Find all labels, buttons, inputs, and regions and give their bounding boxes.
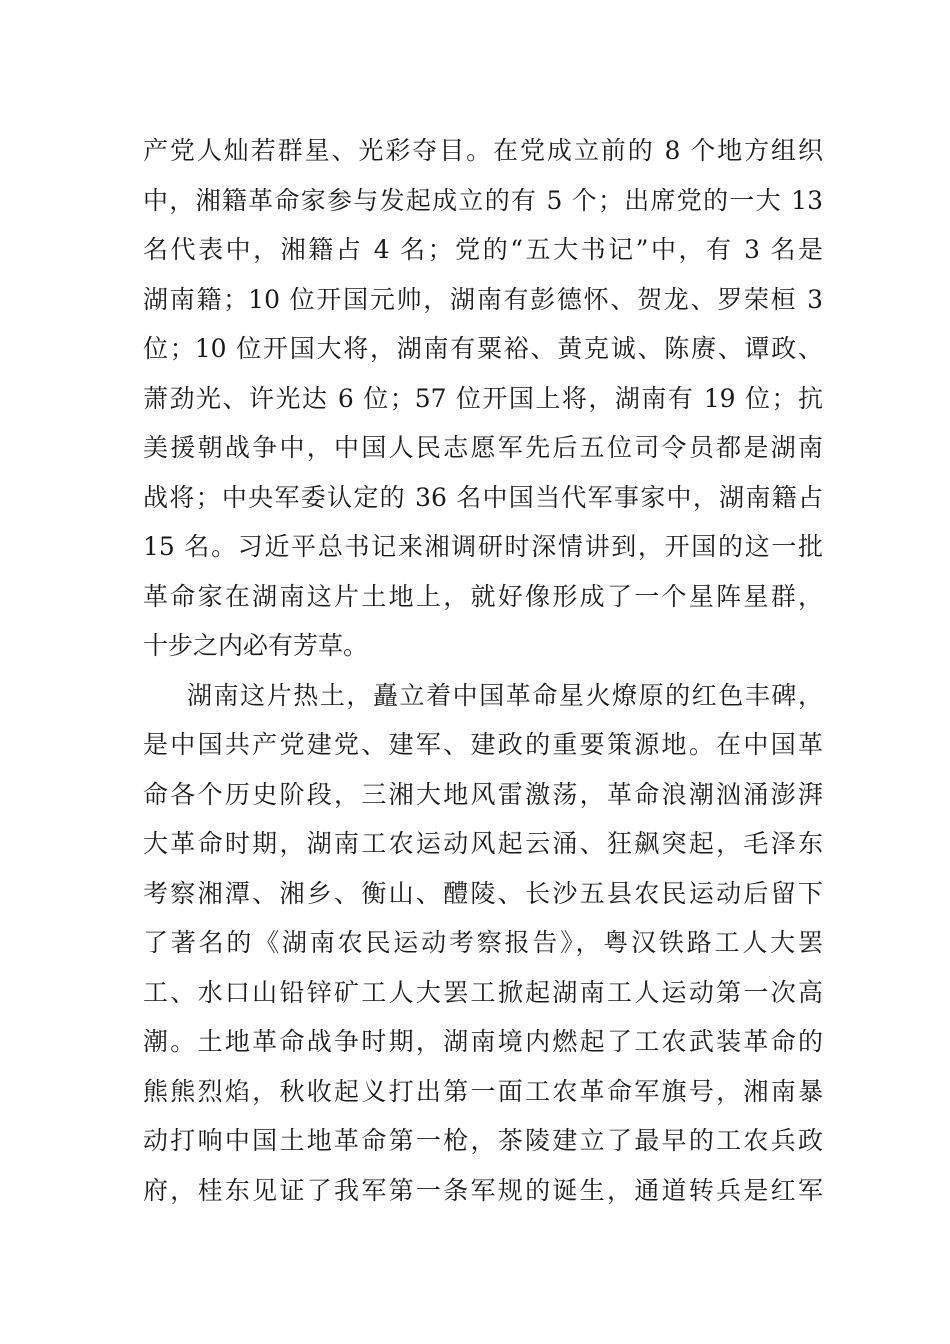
text-line: 是中国共产党建党、建军、建政的重要策源地。在中国革: [143, 730, 823, 759]
text-line: 潮。土地革命战争时期，湖南境内燃起了工农武装革命的: [143, 1027, 823, 1056]
text-line: 十步之内必有芳草。: [143, 631, 369, 660]
text-line: 大革命时期，湖南工农运动风起云涌、狂飙突起，毛泽东: [143, 829, 823, 858]
paragraph-1: [143, 126, 823, 671]
text-line: 产党人灿若群星、光彩夺目。在党成立前的 8 个地方组织: [143, 136, 823, 165]
text-line: 命各个历史阶段，三湘大地风雷激荡，革命浪潮汹涌澎湃: [143, 779, 823, 809]
text-line: 名代表中，湘籍占 4 名；党的“五大书记”中，有 3 名是: [143, 235, 823, 264]
text-line: 考察湘潭、湘乡、衡山、醴陵、长沙五县农民运动后留下: [143, 878, 823, 908]
text-line: 位；10 位开国大将，湖南有粟裕、黄克诚、陈赓、谭政、: [143, 334, 823, 363]
text-line: 湖南这片热土，矗立着中国革命星火燎原的红色丰碑，: [187, 680, 823, 710]
text-line: 15 名。习近平总书记来湘调研时深情讲到，开国的这一批: [143, 532, 823, 561]
text-line: 萧劲光、许光达 6 位；57 位开国上将，湖南有 19 位；抗: [143, 383, 823, 413]
text-line: 动打响中国土地革命第一枪，茶陵建立了最早的工农兵政: [143, 1126, 823, 1155]
text-line: 工、水口山铅锌矿工人大罢工掀起湖南工人运动第一次高: [143, 977, 823, 1007]
text-line: 战将；中央军委认定的 36 名中国当代军事家中，湖南籍占: [143, 482, 823, 512]
text-line: 了著名的《湖南农民运动考察报告》，粤汉铁路工人大罢: [143, 928, 823, 957]
text-line: 府，桂东见证了我军第一条军规的诞生，通道转兵是红军: [143, 1175, 823, 1205]
paragraph-2: [143, 671, 823, 1216]
text-line: 中，湘籍革命家参与发起成立的有 5 个；出席党的一大 13: [143, 185, 823, 215]
text-line: 革命家在湖南这片土地上，就好像形成了一个星阵星群，: [143, 581, 823, 611]
document-body: [143, 126, 823, 1215]
text-line: 熊熊烈焰，秋收起义打出第一面工农革命军旗号，湘南暴: [143, 1076, 823, 1106]
text-line: 湖南籍；10 位开国元帅，湖南有彭德怀、贺龙、罗荣桓 3: [143, 284, 823, 314]
text-line: 美援朝战争中，中国人民志愿军先后五位司令员都是湖南: [143, 433, 823, 462]
